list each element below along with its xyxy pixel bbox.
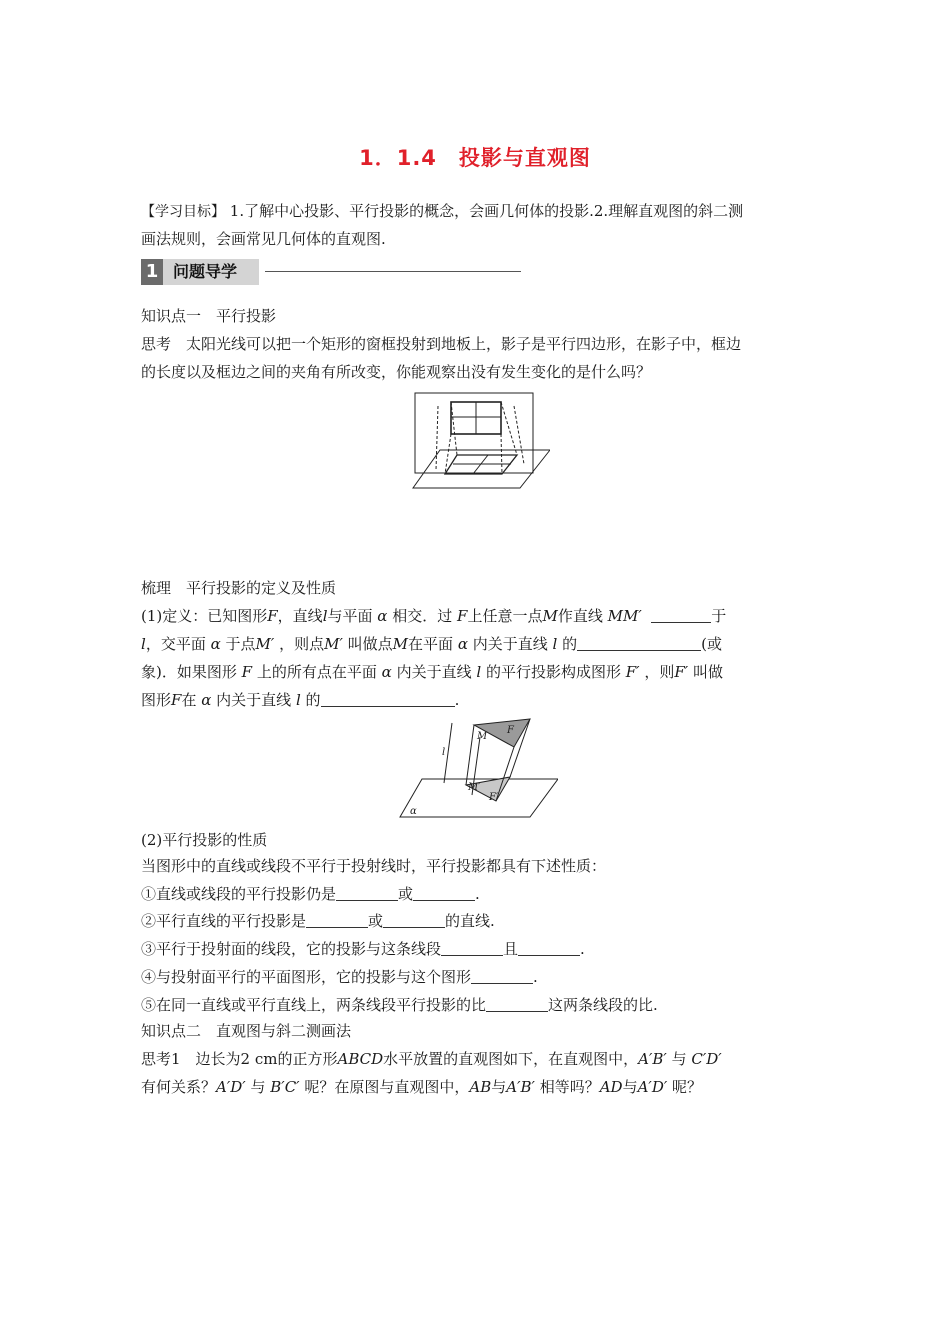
definition-text: ，则 bbox=[644, 663, 675, 681]
definition-text: 的 bbox=[305, 691, 321, 709]
section-number: 1 bbox=[141, 259, 163, 285]
property-text: ③平行于投射面的线段，它的投影与这条线段 bbox=[141, 940, 442, 958]
objectives-text-1: 1.了解中心投影、平行投影的概念，会画几何体的投影.2.理解直观图的斜二测 bbox=[229, 202, 744, 220]
math-var: F bbox=[171, 691, 182, 709]
math-var: A′B′ bbox=[506, 1078, 535, 1096]
property-4 bbox=[141, 967, 811, 987]
property-text: 或 bbox=[398, 885, 414, 903]
math-var: AB bbox=[469, 1078, 492, 1096]
kp2-heading: 知识点二 直观图与斜二测画法 bbox=[141, 1022, 352, 1040]
property-text: . bbox=[580, 940, 585, 958]
answer-blank bbox=[471, 968, 533, 984]
property-text: 这两条线段的比. bbox=[548, 996, 658, 1014]
answer-blank bbox=[413, 885, 475, 901]
property-text: 的直线. bbox=[445, 912, 495, 930]
page-title: 1．1.4 投影与直观图 bbox=[359, 146, 591, 170]
math-var: A′D′ bbox=[216, 1078, 246, 1096]
definition-text: 图形 bbox=[141, 691, 172, 709]
definition-line-3 bbox=[141, 662, 811, 682]
math-var: l bbox=[476, 663, 482, 681]
think-text: 与 bbox=[622, 1078, 638, 1096]
definition-text: 象)．如果图形 bbox=[141, 663, 237, 681]
answer-blank bbox=[486, 996, 548, 1012]
summary-heading: 梳理 平行投影的定义及性质 bbox=[141, 579, 337, 597]
definition-text: ，则点 bbox=[279, 635, 325, 653]
label-alpha: α bbox=[410, 806, 417, 817]
math-var: A′B′ bbox=[638, 1050, 667, 1068]
math-var: l bbox=[322, 607, 328, 625]
property-text: ②平行直线的平行投影是 bbox=[141, 912, 307, 930]
definition-text: 在平面 bbox=[408, 635, 454, 653]
label-M-prime: M′ bbox=[468, 782, 481, 793]
think-text: 有何关系？ bbox=[141, 1078, 217, 1096]
properties-heading: (2)平行投影的性质 bbox=[141, 831, 268, 849]
math-var: F bbox=[241, 663, 253, 681]
definition-text: 内关于直线 bbox=[396, 663, 472, 681]
parallel-projection-figure bbox=[398, 715, 558, 821]
property-2 bbox=[141, 911, 811, 931]
definition-text: 相交．过 bbox=[392, 607, 453, 625]
math-var: M bbox=[542, 607, 558, 625]
math-var: F′ bbox=[625, 663, 640, 681]
think-text: 水平放置的直观图如下，在直观图中， bbox=[383, 1050, 639, 1068]
definition-text: 在 bbox=[181, 691, 197, 709]
answer-blank bbox=[383, 912, 445, 928]
math-var: α bbox=[377, 607, 388, 625]
math-var: α bbox=[201, 691, 212, 709]
label-M: M bbox=[477, 731, 488, 742]
definition-text: 内关于直线 bbox=[472, 635, 548, 653]
math-var: M bbox=[392, 635, 409, 653]
definition-text: 与平面 bbox=[327, 607, 373, 625]
definition-text: 内关于直线 bbox=[216, 691, 292, 709]
answer-blank bbox=[306, 912, 368, 928]
kp2-think-line-2 bbox=[141, 1077, 811, 1097]
property-text: ①直线或线段的平行投影仍是 bbox=[141, 885, 337, 903]
definition-text: 的平行投影构成图形 bbox=[485, 663, 621, 681]
property-3 bbox=[141, 939, 811, 959]
label-F: F bbox=[507, 725, 514, 736]
definition-text: 上的所有点在平面 bbox=[256, 663, 377, 681]
think-text: 与 bbox=[491, 1078, 507, 1096]
definition-text: 作直线 bbox=[557, 607, 603, 625]
property-text: 或 bbox=[368, 912, 384, 930]
definition-text: 于 bbox=[711, 607, 727, 625]
properties-intro: 当图形中的直线或线段不平行于投射线时，平行投影都具有下述性质： bbox=[141, 857, 607, 875]
label-F-prime: F′ bbox=[489, 792, 499, 803]
math-var: α bbox=[210, 635, 221, 653]
definition-text: (1)定义：已知图形 bbox=[141, 607, 268, 625]
think-text: 呢？在原图与直观图中， bbox=[304, 1078, 470, 1096]
definition-text: ，直线 bbox=[277, 607, 323, 625]
answer-blank bbox=[336, 885, 398, 901]
definition-text: ，交平面 bbox=[145, 635, 206, 653]
math-var: F′ bbox=[674, 663, 689, 681]
math-var: l bbox=[295, 691, 301, 709]
math-var: l bbox=[552, 635, 558, 653]
definition-text: 上任意一点 bbox=[467, 607, 543, 625]
property-text: ⑤在同一直线或平行直线上，两条线段平行投影的比 bbox=[141, 996, 487, 1014]
property-text: ④与投射面平行的平面图形，它的投影与这个图形 bbox=[141, 968, 472, 986]
math-var: C′D′ bbox=[691, 1050, 722, 1068]
math-var: F bbox=[457, 607, 468, 625]
math-var: ABCD bbox=[337, 1050, 384, 1068]
think-text: 与 bbox=[250, 1078, 266, 1096]
definition-line-4 bbox=[141, 690, 811, 710]
label-l: l bbox=[442, 747, 446, 758]
math-var: MM′ bbox=[607, 607, 642, 625]
section-rule bbox=[265, 271, 521, 272]
property-text: 且 bbox=[503, 940, 519, 958]
kp1-heading: 知识点一 平行投影 bbox=[141, 307, 277, 325]
definition-text: (或 bbox=[701, 635, 723, 653]
math-var: α bbox=[381, 663, 392, 681]
math-var: α bbox=[457, 635, 468, 653]
answer-blank bbox=[321, 691, 455, 707]
section-header bbox=[141, 259, 521, 285]
objectives-line-2: 画法规则，会画常见几何体的直观图. bbox=[141, 230, 386, 248]
answer-blank bbox=[651, 607, 711, 623]
math-var: M′ bbox=[324, 635, 343, 653]
definition-text: 叫做点 bbox=[347, 635, 393, 653]
definition-text: . bbox=[454, 691, 460, 709]
definition-text: 的 bbox=[562, 635, 578, 653]
kp1-think-line-2: 的长度以及框边之间的夹角有所改变，你能观察出没有发生变化的是什么吗？ bbox=[141, 363, 652, 381]
answer-blank bbox=[441, 940, 503, 956]
objectives-line-1 bbox=[141, 201, 811, 222]
math-var: F bbox=[267, 607, 278, 625]
definition-line-2 bbox=[141, 634, 811, 654]
objectives-tag: 【学习目标】 bbox=[141, 204, 225, 220]
property-text: . bbox=[475, 885, 480, 903]
math-var: A′D′ bbox=[637, 1078, 668, 1096]
think-text: 相等吗？ bbox=[539, 1078, 600, 1096]
window-projection-figure bbox=[410, 390, 550, 492]
definition-text: 于点 bbox=[225, 635, 256, 653]
math-var: AD bbox=[599, 1078, 623, 1096]
definition-line-1 bbox=[141, 606, 811, 626]
kp1-think-line-1: 思考 太阳光线可以把一个矩形的窗框投射到地板上，影子是平行四边形，在影子中，框边 bbox=[141, 335, 742, 353]
property-text: . bbox=[533, 968, 538, 986]
answer-blank bbox=[577, 635, 701, 651]
property-1 bbox=[141, 884, 811, 904]
math-var: M′ bbox=[255, 635, 275, 653]
kp2-think-line-1 bbox=[141, 1049, 811, 1069]
think-text: 与 bbox=[671, 1050, 687, 1068]
math-var: B′C′ bbox=[270, 1078, 300, 1096]
definition-text: 叫做 bbox=[692, 663, 723, 681]
answer-blank bbox=[518, 940, 580, 956]
math-var: l bbox=[141, 635, 146, 653]
section-label: 问题导学 bbox=[163, 259, 259, 285]
think-text: 思考1 边长为2 cm的正方形 bbox=[141, 1050, 338, 1068]
property-5 bbox=[141, 995, 811, 1015]
think-text: 呢？ bbox=[672, 1078, 703, 1096]
